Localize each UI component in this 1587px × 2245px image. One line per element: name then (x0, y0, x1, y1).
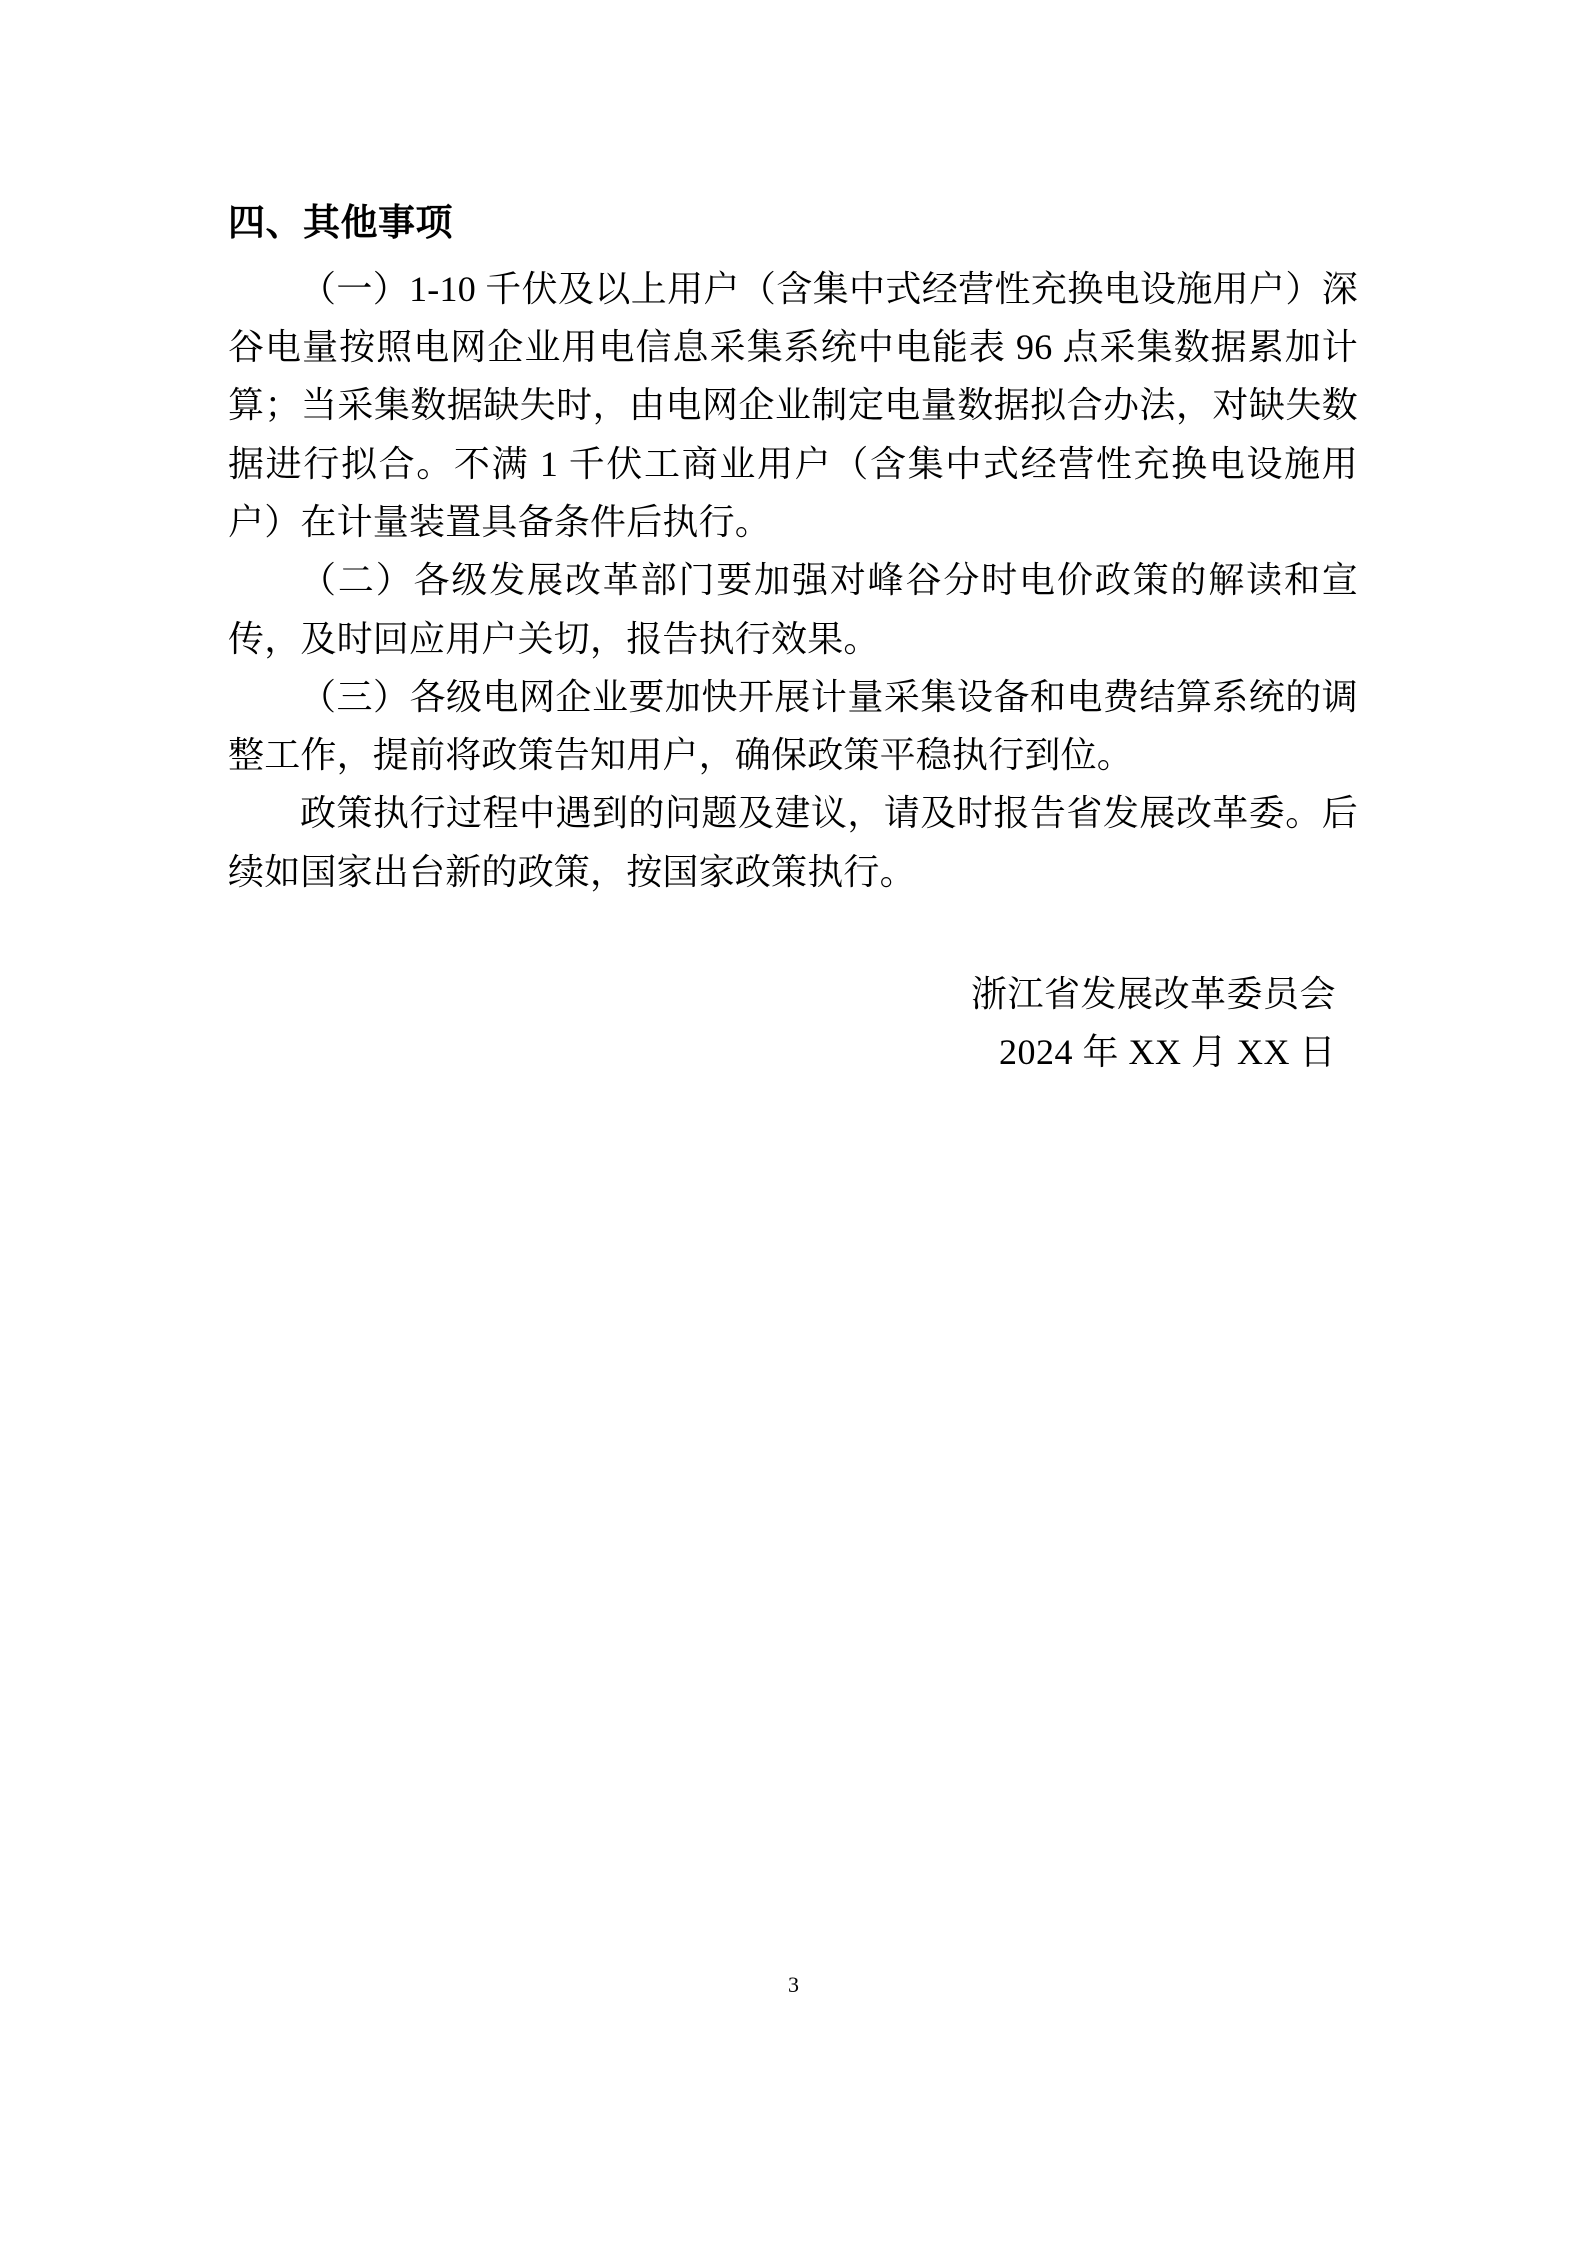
section-heading: 四、其他事项 (228, 200, 453, 244)
paragraph-item-3: （三）各级电网企业要加快开展计量采集设备和电费结算系统的调整工作，提前将政策告知用户，确保政策平稳执行到位。 (228, 676, 1358, 776)
paragraph-item-1: （一）1-10 千伏及以上用户（含集中式经营性充换电设施用户）深谷电量按照电网企业用电信息采集系统中电能表 96 点采集数据累加计算；当采集数据缺失时，由电网企业制定电量数据拟合办法，对缺失数据进行拟合。不满 1 千伏工商业用户（含集中式经营性充换电设施用户）在计量装置具备条件后执行。 (228, 268, 1358, 542)
signature-date: 2024 年 XX 月 XX 日 (999, 1032, 1336, 1073)
signature-organization: 浙江省发展改革委员会 (970, 974, 1336, 1015)
paragraph-closing: 政策执行过程中遇到的问题及建议，请及时报告省发展改革委。后续如国家出台新的政策，按国家政策执行。 (228, 793, 1358, 892)
signature-block (228, 965, 1358, 1082)
paragraph-item-2: （二）各级发展改革部门要加强对峰谷分时电价政策的解读和宣传，及时回应用户关切，报告执行效果。 (228, 560, 1358, 659)
page-number: 3 (788, 1972, 799, 1997)
document-body (228, 196, 1358, 1082)
